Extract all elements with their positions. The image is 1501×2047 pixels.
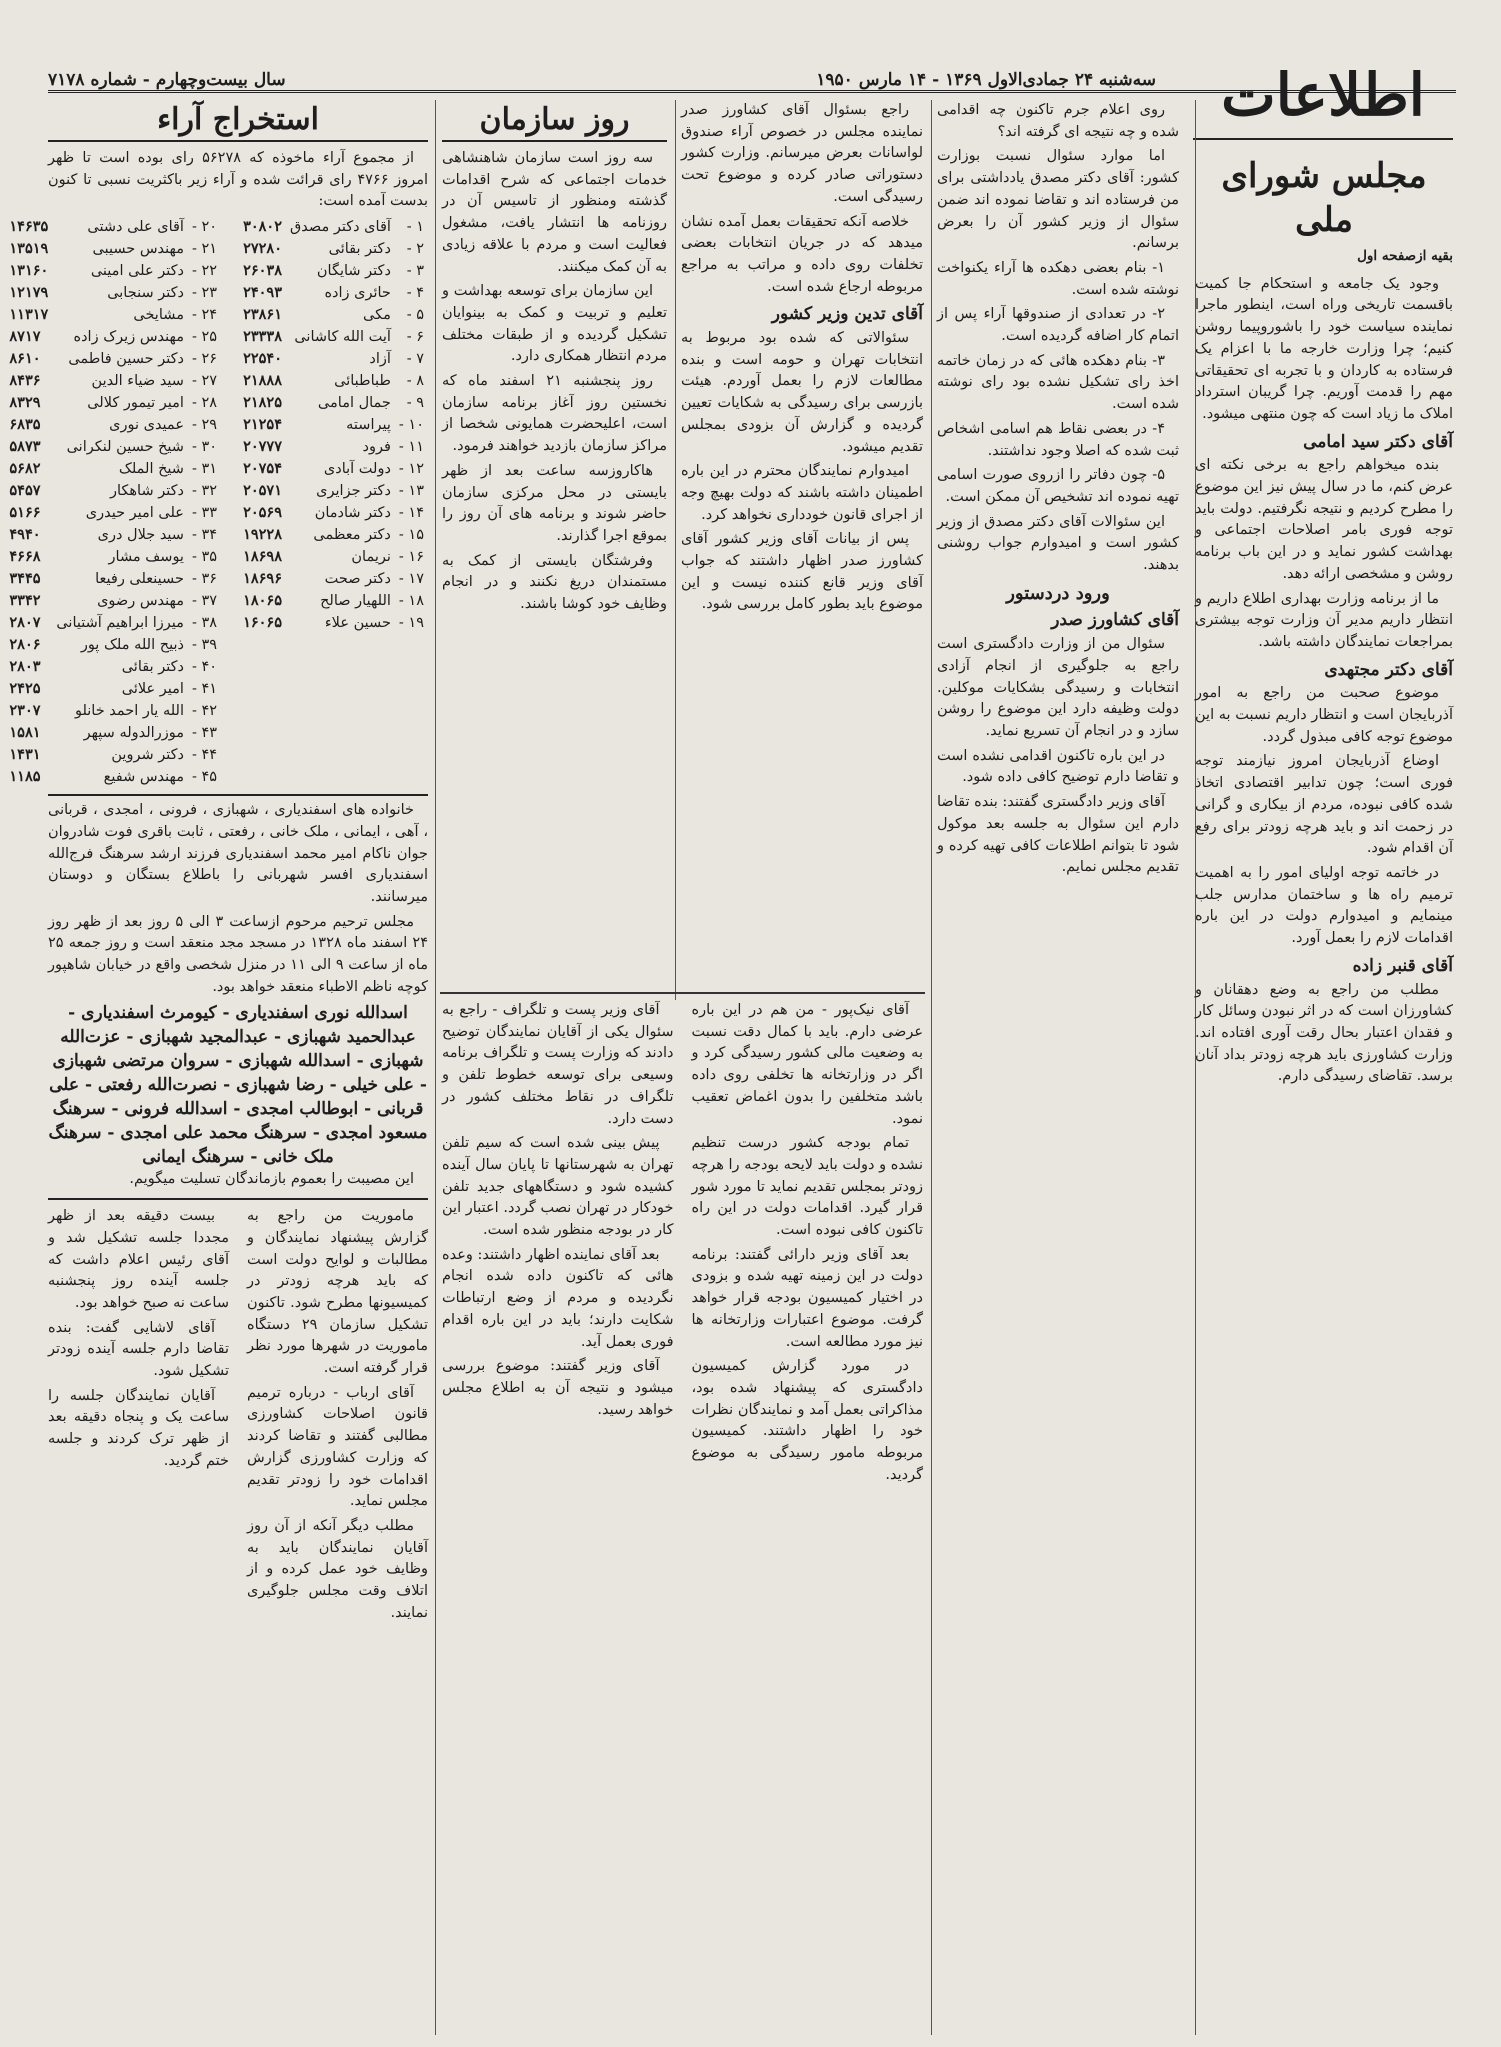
speaker-heading: آقای دکتر سید امامی — [1303, 431, 1453, 452]
candidate-name: مهندس شفیع — [103, 769, 184, 786]
vote-count: ۱۳۵۱۹ — [9, 240, 49, 258]
article-paragraph: آقایان نمایندگان جلسه را ساعت یک و پنجاه دقیقه بعد از ظهر ترک کردند و جلسه ختم گردید. — [48, 1387, 229, 1469]
candidate-name: شیخ الملک — [118, 461, 184, 478]
candidate-name: مهندس حسیبی — [92, 241, 184, 258]
vote-rank: ۳۰ - — [191, 439, 218, 456]
vote-rank: ۱۷ - — [398, 571, 424, 588]
vote-row — [5, 370, 221, 392]
candidate-name: دکتر شایگان — [316, 263, 391, 280]
organization-day-column — [442, 100, 667, 990]
vote-count: ۲۸۰۶ — [9, 636, 41, 654]
vote-count: ۲۰۷۷۷ — [243, 438, 283, 456]
candidate-name: طباطبائی — [334, 373, 391, 390]
vote-rank: ۳۷ - — [191, 593, 218, 610]
vote-rank: ۳۵ - — [191, 549, 218, 566]
parliament-subtitle: بقیه ازصفحه اول — [1357, 248, 1453, 264]
masthead-date: سه‌شنبه ۲۴ جمادی‌الاول ۱۳۶۹ - ۱۴ مارس ۱۹۵۰ — [816, 70, 1156, 90]
vote-row — [5, 436, 221, 458]
vote-row — [5, 524, 221, 546]
candidate-name: مشایخی — [133, 307, 184, 324]
candidate-name: شیخ حسین لنکرانی — [66, 439, 184, 456]
vote-count: ۲۱۲۵۴ — [243, 416, 283, 434]
candidate-name: حسینعلی رفیعا — [95, 571, 184, 588]
vote-rank: ۳۱ - — [191, 461, 218, 478]
vote-row — [239, 546, 428, 568]
vote-count: ۵۶۸۲ — [9, 460, 41, 478]
article-paragraph: روز پنجشنبه ۲۱ اسفند ماه که نخستین روز آغاز برنامه سازمان است، اعلیحضرت همایونی شخصا از مراکز سازمان بازدید خواهند فرمود. — [442, 373, 667, 455]
vote-row — [239, 370, 428, 392]
candidate-name: علی امیر حیدری — [85, 505, 184, 522]
vote-rank: ۶ - — [406, 329, 424, 346]
vote-count: ۸۷۱۷ — [9, 328, 41, 346]
vote-row — [5, 590, 221, 612]
vote-rank: ۳۴ - — [191, 527, 218, 544]
vote-row — [5, 480, 221, 502]
vote-count: ۴۶۶۸ — [9, 548, 41, 566]
candidate-name: حسین علاء — [324, 615, 391, 632]
vote-count: ۳۳۴۲ — [9, 592, 41, 610]
vote-row — [239, 502, 428, 524]
vote-count: ۲۴۲۵ — [9, 680, 41, 698]
article-paragraph: روی اعلام جرم تاکنون چه اقدامی شده و چه نتیجه ای گرفته اند؟ — [937, 102, 1179, 140]
vote-count: ۲۰۵۶۹ — [243, 504, 283, 522]
vote-row — [5, 304, 221, 326]
article-paragraph: آقای لاشایی گفت: بنده تقاضا دارم جلسه آینده زودتر تشکیل شود. — [48, 1319, 229, 1380]
vote-count: ۸۶۱۰ — [9, 350, 41, 368]
vote-rank: ۲ - — [406, 241, 424, 258]
candidate-name: اللهیار صالح — [320, 593, 391, 610]
article-paragraph: سئوال من از وزارت دادگستری است راجع به جلوگیری از انجام آزادی انتخابات و رسیدگی بشکایات موکلین. دولت وظیفه دارد این موضوع را روشن سازد و در انجام آن تسریع نماید. — [937, 636, 1179, 739]
candidate-name: الله یار احمد خانلو — [74, 703, 184, 720]
article-paragraph: موضوع صحبت من راجع به امور آذربایجان است و انتظار داریم نسبت به این موضوع توجه کافی مبذول گردد. — [1195, 685, 1453, 745]
organization-day-title: روز سازمان — [442, 100, 667, 142]
article-paragraph: مطلب من راجع به وضع دهقانان و کشاورزان است که در اثر نبودن وسائل کار و فقدان اعتبار بحال رقت آوری افتاده اند. وزارت کشاورزی باید هرچه زودتر بداد آنان برسد. تقاضای رسیدگی دارم. — [1195, 981, 1453, 1085]
candidate-name: میرزا ابراهیم آشتیانی — [56, 615, 184, 632]
vote-rank: ۲۱ - — [191, 241, 218, 258]
vote-count: ۱۸۶۹۸ — [243, 548, 283, 566]
vote-count: ۲۱۸۲۵ — [243, 394, 283, 412]
vote-row — [239, 304, 428, 326]
article-paragraph: در خاتمه توجه اولیای امور را به اهمیت ترمیم راه ها و ساختمان مدارس جلب مینمایم و امیدوارم دولت در این باره اقدامات لازم را بعمل آورد. — [1195, 864, 1453, 947]
vote-count: ۲۳۳۳۸ — [243, 328, 283, 346]
vote-row — [239, 480, 428, 502]
article-paragraph: خلاصه آنکه تحقیقات بعمل آمده نشان میدهد که در جریان انتخابات بعضی تخلفات روی داده و مراتب به مراجع مربوطه ارجاع شده است. — [681, 213, 923, 295]
vote-row — [5, 546, 221, 568]
speaker-heading: آقای تدین وزیر کشور — [771, 304, 923, 325]
masthead-issue: سال بیست‌وچهارم - شماره ۷۱۷۸ — [48, 70, 286, 90]
column-separator — [931, 100, 932, 2035]
vote-rank: ۱۵ - — [398, 527, 424, 544]
vote-rank: ۱۹ - — [398, 615, 424, 632]
vote-row — [5, 766, 221, 788]
vote-rank: ۳ - — [406, 263, 424, 280]
vote-rank: ۱۳ - — [398, 483, 424, 500]
vote-count: ۲۰۷۵۴ — [243, 460, 283, 478]
newspaper-logo: اطلاعات — [1221, 61, 1425, 129]
vote-rank: ۳۸ - — [191, 615, 218, 632]
candidate-name: دکتر علی امینی — [90, 263, 184, 280]
vote-count: ۱۳۱۶۰ — [9, 262, 49, 280]
obituary-text: این مصیبت را بعموم بازماندگان تسلیت میگویم. — [129, 1171, 414, 1188]
list-item: ۴- در بعضی نقاط هم اسامی اشخاص ثبت شده که اصلا وجود نداشتند. — [937, 420, 1179, 459]
article-paragraph: ما از برنامه وزارت بهداری اطلاع داریم و انتظار داریم مدیر آن وزارت توجه بیشتری بمراجعات نمایندگان داشته باشد. — [1195, 590, 1453, 650]
section-rule — [440, 992, 925, 994]
vote-rank: ۲۲ - — [191, 263, 218, 280]
interior-questions-column — [937, 100, 1179, 2035]
article-paragraph: اوضاع آذربایجان امروز نیازمند توجه فوری است؛ چون تدابیر اقتصادی اتخاذ شده کافی نبوده، مردم از بیکاری و گرانی در زحمت اند و باید هرچه زودتر برای رفع آن اقدام شود. — [1195, 753, 1453, 857]
vote-count: ۸۴۳۶ — [9, 372, 41, 390]
article-paragraph: ماموریت من راجع به گزارش پیشنهاد نمایندگان و مطالبات و لوایح دولت است که باید هرچه زودتر در کمیسیونها مطرح شود. تاکنون تشکیل سازمان ۲۹ دستگاه ماموریت در شهرها مورد نظر قرار گرفته است. — [247, 1208, 428, 1377]
candidate-name: موزرالدوله سپهر — [83, 725, 184, 742]
candidate-name: مهندس رضوی — [97, 593, 184, 610]
vote-count: ۱۸۶۹۶ — [243, 570, 283, 588]
article-paragraph: آقای نیک‌پور - من هم در این باره عرضی دارم. باید با کمال دقت نسبت به وضعیت مالی کشور رسیدگی کرد و اگر در وزارتخانه ها تخلفی روی داده باشد متخلفین را بدون اغماض تعقیب نمود. — [691, 1002, 923, 1127]
vote-row — [5, 634, 221, 656]
candidate-name: یوسف مشار — [108, 549, 184, 566]
vote-count: ۸۳۲۹ — [9, 394, 41, 412]
vote-rank: ۲۳ - — [191, 285, 218, 302]
vote-row — [5, 260, 221, 282]
article-paragraph: در مورد گزارش کمیسیون دادگستری که پیشنهاد شده بود، مذاکراتی بعمل آمد و نمایندگان نظرات خود را اظهار داشتند. کمیسیون مربوطه مامور رسیدگی به موضوع گردید. — [691, 1358, 923, 1483]
candidate-name: امیر علائی — [121, 681, 184, 698]
vote-rank: ۴ - — [406, 285, 424, 302]
vote-row — [5, 568, 221, 590]
vote-row — [239, 524, 428, 546]
vote-tally — [9, 216, 428, 788]
vote-row — [5, 392, 221, 414]
vote-count: ۳۴۴۵ — [9, 570, 41, 588]
vote-count: ۱۴۶۳۵ — [9, 218, 49, 236]
vote-rank: ۷ - — [406, 351, 424, 368]
vote-count: ۲۴۰۹۳ — [243, 284, 283, 302]
vote-rank: ۱۱ - — [398, 439, 424, 456]
candidate-name: سید ضیاء الدین — [91, 373, 184, 390]
vote-count: ۱۴۳۱ — [9, 746, 41, 764]
column-separator — [435, 100, 436, 2035]
candidate-name: دکتر بقائی — [328, 241, 391, 258]
speaker-heading: آقای کشاورز صدر — [1051, 610, 1179, 631]
vote-row — [239, 414, 428, 436]
article-paragraph: بنده میخواهم راجع به برخی نکته ای عرض کنم، ما در سال پیش نیز این موضوع را مطرح کردیم و نتیجه نگرفتیم. دولت باید توجه فوری بامر اصلاحات اجتماعی و بهداشت کشور نماید و در این باب برنامه روشن و مشخصی ارائه دهد. — [1195, 457, 1453, 582]
article-paragraph: وجود یک جامعه و استحکام جا کمیت باقسمت تاریخی وراه است، اینطور ماجرا نماینده سیاست خود را باشوروپیما روشن کنیم؛ چرا وزارت خارجه ما با اعزام یک فرستاده به کاردان و با تجربه ای تحقیقاتی مهم را قدمت آوریم. چرا گریبان استرداد املاک ما زیاد است که چون منتهی میشود. — [1195, 275, 1453, 422]
vote-row — [239, 260, 428, 282]
obituary-text: مجلس ترحیم مرحوم ازساعت ۳ الی ۵ روز بعد از ظهر روز ۲۴ اسفند ماه ۱۳۲۸ در مسجد مجد منعقد است و روز جمعه ۲۵ ماه از ساعت ۹ الی ۱۱ در منزل شخصی واقع در خیابان شاهپور کوچه ناظم الاطباء منعقد خواهد بود. — [48, 913, 428, 995]
section-heading: ورود دردستور — [1006, 582, 1110, 604]
vote-row — [239, 392, 428, 414]
vote-rank: ۴۴ - — [191, 747, 218, 764]
candidate-name: امیر تیمور کلالی — [87, 395, 184, 412]
vote-row — [239, 282, 428, 304]
candidate-name: مکی — [363, 307, 391, 324]
vote-row — [239, 216, 428, 238]
vote-count: ۵۸۷۳ — [9, 438, 41, 456]
vote-rank: ۵ - — [406, 307, 424, 324]
vote-count: ۱۲۱۷۹ — [9, 284, 49, 302]
vote-count-intro: از مجموع آراء ماخوذه که ۵۶۲۷۸ رای بوده است تا ظهر امروز ۴۷۶۶ رای قرائت شده و آراء زیر باکثریت نسبی تا کنون بدست آمده است: — [48, 150, 428, 210]
vote-row — [5, 414, 221, 436]
vote-rank: ۳۶ - — [191, 571, 218, 588]
vote-count: ۲۸۰۷ — [9, 614, 41, 632]
vote-count: ۲۳۸۶۱ — [243, 306, 283, 324]
obituary-text: خانواده های اسفندیاری ، شهبازی ، فرونی ، امجدی ، قربانی ، آهی ، ایمانی ، ملک خانی ، رفعتی ، ثابت باقری فوت شادروان جوان ناکام امیر محمد اسفندیاری فرزند ارشد سرهنگ فرج‌الله اسفندیاری افسر شهربانی را باطلاع بستگان و دوستان میرسانند. — [48, 802, 428, 905]
candidate-name: دکتر جزایری — [316, 483, 391, 500]
vote-count: ۵۱۶۶ — [9, 504, 41, 522]
vote-rank: ۲۴ - — [191, 307, 218, 324]
vote-count: ۱۱۸۵ — [9, 768, 41, 786]
article-paragraph: این سازمان برای توسعه بهداشت و تعلیم و تربیت و کمک به بینوایان تشکیل گردیده و از طبقات مختلف مردم انتظار همکاری دارد. — [442, 283, 667, 365]
vote-count: ۱۶۰۶۵ — [243, 614, 283, 632]
vote-rank: ۲۶ - — [191, 351, 218, 368]
column-separator — [675, 100, 676, 1000]
vote-rank: ۲۰ - — [191, 219, 218, 236]
vote-table-left — [239, 216, 428, 634]
logo-rule — [1193, 138, 1453, 140]
vote-count: ۱۸۰۶۵ — [243, 592, 283, 610]
candidate-name: آیت الله کاشانی — [294, 329, 391, 346]
vote-rank: ۱۰ - — [398, 417, 424, 434]
article-paragraph: هاکاروزسه ساعت بعد از ظهر بایستی در محل مرکزی سازمان حاضر شوند و برنامه های آن روز را بموقع اجرا گذارند. — [442, 462, 667, 544]
vote-count: ۶۸۳۵ — [9, 416, 41, 434]
list-item: ۳- بنام دهکده هائی که در زمان خاتمه اخذ رای تشکیل نشده بود رای نوشته شده است. — [937, 352, 1179, 413]
vote-row — [5, 238, 221, 260]
vote-rank: ۴۳ - — [191, 725, 218, 742]
vote-row — [239, 238, 428, 260]
vote-count-column — [9, 100, 428, 2035]
vote-rank: ۲۵ - — [191, 329, 218, 346]
article-paragraph: آقای وزیر پست و تلگراف - راجع به سئوال یکی از آقایان نمایندگان توضیح دادند که وزارت پست و تلگراف برنامه وسیعی برای توسعه خطوط تلفن و تلگراف در نقاط مختلف کشور در دست دارد. — [442, 1002, 674, 1127]
candidate-name: جمال امامی — [317, 395, 391, 412]
article-paragraph: تمام بودجه کشور درست تنظیم نشده و دولت باید لایحه بودجه را هرچه زودتر بمجلس تقدیم نماید تا مورد شور قرار گیرد. اقدامات دولت در این راه تاکنون کافی نبوده است. — [691, 1135, 923, 1239]
candidate-name: دکتر شادمان — [314, 505, 391, 522]
list-item: ۲- در تعدادی از صندوقها آراء پس از اتمام کار اضافه گردیده است. — [937, 306, 1179, 345]
vote-row — [239, 458, 428, 480]
article-paragraph: بعد آقای وزیر دارائی گفتند: برنامه دولت در این زمینه تهیه شده و بزودی در اختیار کمیسیون بودجه قرار خواهد گرفت. موضوع اعتبارات وزارتخانه ها نیز مورد مطالعه است. — [691, 1246, 923, 1350]
candidate-name: دولت آبادی — [323, 461, 391, 478]
vote-row — [239, 348, 428, 370]
vote-row — [5, 700, 221, 722]
candidate-name: دکتر شاهکار — [109, 483, 184, 500]
vote-row — [239, 590, 428, 612]
article-paragraph: سه روز است سازمان شاهنشاهی خدمات اجتماعی که شرح اقدامات گذشته ومنظور از تاسیس آن در روزنامه ها انتشار یافت، مشغول فعالیت است و مردم با علاقه زیادی به آن کمک میکنند. — [442, 150, 667, 275]
obituary-notice — [48, 794, 428, 1200]
vote-rank: ۱ - — [406, 219, 424, 236]
article-paragraph: این سئوالات آقای دکتر مصدق از وزیر کشور است و امیدوارم جواب روشنی بدهند. — [937, 513, 1179, 574]
article-paragraph: پیش بینی شده است که سیم تلفن تهران به شهرستانها تا پایان سال آینده کشیده شود و دستگاههای جدید تلفن خودکار در تهران نصب گردد. اعتبار این کار در بودجه منظور شده است. — [442, 1135, 674, 1239]
session-continuation — [442, 1000, 923, 2035]
candidate-name: دکتر شروین — [111, 747, 184, 764]
list-item: ۱- بنام بعضی دهکده ها آراء یکنواخت نوشته شده است. — [937, 259, 1179, 298]
vote-row — [5, 502, 221, 524]
vote-rank: ۴۲ - — [191, 703, 218, 720]
vote-count: ۲۳۰۷ — [9, 702, 41, 720]
candidate-name: آزاد — [369, 351, 391, 368]
vote-rank: ۴۱ - — [191, 681, 218, 698]
article-paragraph: سئوالاتی که شده بود مربوط به انتخابات تهران و حومه است و بنده مطالعات لازم را بعمل آوردم. هیئت بازرسی برای رسیدگی به شکایات تعیین گردیده و گزارش آن بزودی بمجلس تقدیم میشود. — [681, 330, 923, 455]
candidate-name: سید جلال دری — [97, 527, 184, 544]
vote-count: ۲۰۵۷۱ — [243, 482, 283, 500]
vote-row — [5, 326, 221, 348]
vote-row — [5, 678, 221, 700]
article-paragraph: امیدوارم نمایندگان محترم در این باره اطمینان داشته باشند که دولت بهیچ وجه از اجرای قانون خودداری نخواهد کرد. — [681, 463, 923, 523]
vote-rank: ۱۲ - — [398, 461, 424, 478]
candidate-name: نریمان — [351, 549, 391, 566]
vote-count: ۴۹۴۰ — [9, 526, 41, 544]
article-paragraph: راجع بسئوال آقای کشاورز صدر نماینده مجلس در خصوص آراء صندوق لواسانات بعرض میرسانم. وزارت کشور دستوراتی صادر کرده و موضوع تحت رسیدگی است. — [681, 102, 923, 205]
vote-count: ۲۲۵۴۰ — [243, 350, 283, 368]
article-paragraph: در این باره تاکنون اقدامی نشده است و تقاضا دارم توضیح کافی داده شود. — [937, 747, 1179, 786]
list-item: ۵- چون دفاتر را ازروی صورت اسامی تهیه نموده اند تشخیص آن ممکن است. — [937, 467, 1179, 505]
candidate-name: پیراسته — [346, 417, 391, 434]
candidate-name: آقای دکتر مصدق — [290, 219, 391, 236]
vote-rank: ۲۸ - — [191, 395, 218, 412]
candidate-name: دکتر صحت — [324, 571, 391, 588]
minister-answer-column — [681, 100, 923, 990]
vote-table-right — [5, 216, 221, 788]
article-paragraph: پس از بیانات آقای وزیر کشور آقای کشاورز صدر اظهار داشتند که جواب آقای وزیر قانع کننده نیست و این موضوع باید بطور کامل بررسی شود. — [681, 531, 923, 613]
vote-count: ۳۰۸۰۲ — [243, 218, 283, 236]
vote-row — [5, 282, 221, 304]
candidate-name: فرود — [362, 439, 391, 456]
candidate-name: حائری زاده — [324, 285, 391, 302]
vote-count: ۲۸۰۳ — [9, 658, 41, 676]
vote-count: ۲۶۰۳۸ — [243, 262, 283, 280]
vote-row — [239, 326, 428, 348]
speaker-heading: آقای قنبر زاده — [1352, 955, 1453, 976]
article-paragraph: وفرشتگان بایستی از کمک به مستمندان دریغ نکنند و در انجام وظایف خود کوشا باشند. — [442, 552, 667, 613]
candidate-name: آقای علی دشتی — [87, 219, 184, 236]
candidate-name: دکتر سنجابی — [107, 285, 184, 302]
candidate-name: دکتر بقائی — [121, 659, 184, 676]
article-paragraph: اما موارد سئوال نسبت بوزارت کشور: آقای دکتر مصدق یادداشتی برای من فرستاده اند و تقاضا نموده اند ضمن سئوال از وزیر کشور آن را بعرض برسانم. — [937, 148, 1179, 252]
vote-rank: ۴۵ - — [191, 769, 218, 786]
vote-row — [5, 458, 221, 480]
article-paragraph: آقای وزیر دادگستری گفتند: بنده تقاضا دارم این سئوال به جلسه بعد موکول شود تا بتوانم اطلاعات کافی تهیه کرده و تقدیم مجلس نمایم. — [937, 794, 1179, 876]
candidate-name: دکتر معظمی — [313, 527, 391, 544]
vote-row — [5, 612, 221, 634]
candidate-name: مهندس زیرک زاده — [73, 329, 184, 346]
parliament-column — [1195, 148, 1453, 2035]
vote-count: ۵۴۵۷ — [9, 482, 41, 500]
parliament-title: مجلس شورای ملی — [1221, 156, 1427, 240]
vote-rank: ۸ - — [406, 373, 424, 390]
vote-rank: ۳۹ - — [191, 637, 218, 654]
vote-rank: ۱۴ - — [398, 505, 424, 522]
vote-row — [239, 612, 428, 634]
vote-rank: ۱۶ - — [398, 549, 424, 566]
speaker-heading: آقای دکتر مجتهدی — [1324, 659, 1453, 680]
candidate-name: دکتر حسین فاطمی — [68, 351, 184, 368]
vote-count: ۱۵۸۱ — [9, 724, 41, 742]
vote-count: ۲۷۲۸۰ — [243, 240, 283, 258]
article-paragraph: بعد آقای نماینده اظهار داشتند: وعده هائی که تاکنون داده شده انجام نگردیده و مردم از وضع ارتباطات شکایت دارند؛ باید در این باره اقدام فوری بعمل آید. — [442, 1246, 674, 1350]
vote-row — [5, 744, 221, 766]
vote-rank: ۲۷ - — [191, 373, 218, 390]
vote-row — [239, 436, 428, 458]
vote-count: ۱۱۳۱۷ — [9, 306, 49, 324]
obituary-names: اسدالله نوری اسفندیاری - کیومرث اسفندیاری - عبدالحمید شهبازی - عبدالمجید شهبازی - عزت‌الله شهبازی - اسدالله شهبازی - سروان مرتضی شهبازی - علی خیلی - رضا شهبازی - نصرت‌الله رفعتی - علی قربانی - ابوطالب امجدی - اسدالله فرونی - سرهنگ مسعود امجدی - سرهنگ محمد علی امجدی - سرهنگ ملک خانی - سرهنگ ایمانی — [48, 1003, 428, 1168]
article-paragraph: مطلب دیگر آنکه از آن روز آقایان نمایندگان باید به وظایف خود عمل کرده و از اتلاف وقت مجلس جلوگیری نمایند. — [247, 1517, 428, 1621]
article-paragraph: آقای وزیر گفتند: موضوع بررسی میشود و نتیجه آن به اطلاع مجلس خواهد رسید. — [442, 1358, 674, 1418]
vote-rank: ۹ - — [406, 395, 424, 412]
vote-row — [5, 348, 221, 370]
vote-row — [5, 656, 221, 678]
candidate-name: ذبیح الله ملک پور — [80, 637, 184, 654]
vote-row — [5, 216, 221, 238]
vote-rank: ۲۹ - — [191, 417, 218, 434]
vote-count: ۲۱۸۸۸ — [243, 372, 283, 390]
article-paragraph: بیست دقیقه بعد از ظهر مجددا جلسه تشکیل شد و آقای رئیس اعلام داشت که جلسه آینده روز پنجشنبه ساعت نه صبح خواهد بود. — [48, 1208, 229, 1311]
vote-rank: ۳۲ - — [191, 483, 218, 500]
vote-row — [5, 722, 221, 744]
vote-row — [239, 568, 428, 590]
candidate-name: عمیدی نوری — [109, 417, 184, 434]
article-paragraph: آقای ارباب - درباره ترمیم قانون اصلاحات کشاورزی مطالبی گفتند و تقاضا کردند که وزارت کشاورزی گزارش اقدامات خود را زودتر تقدیم مجلس نماید. — [247, 1384, 428, 1510]
vote-count: ۱۹۲۲۸ — [243, 526, 283, 544]
vote-rank: ۱۸ - — [398, 593, 424, 610]
vote-rank: ۳۳ - — [191, 505, 218, 522]
vote-count-title: استخراج آراء — [48, 100, 428, 142]
vote-rank: ۴۰ - — [191, 659, 218, 676]
